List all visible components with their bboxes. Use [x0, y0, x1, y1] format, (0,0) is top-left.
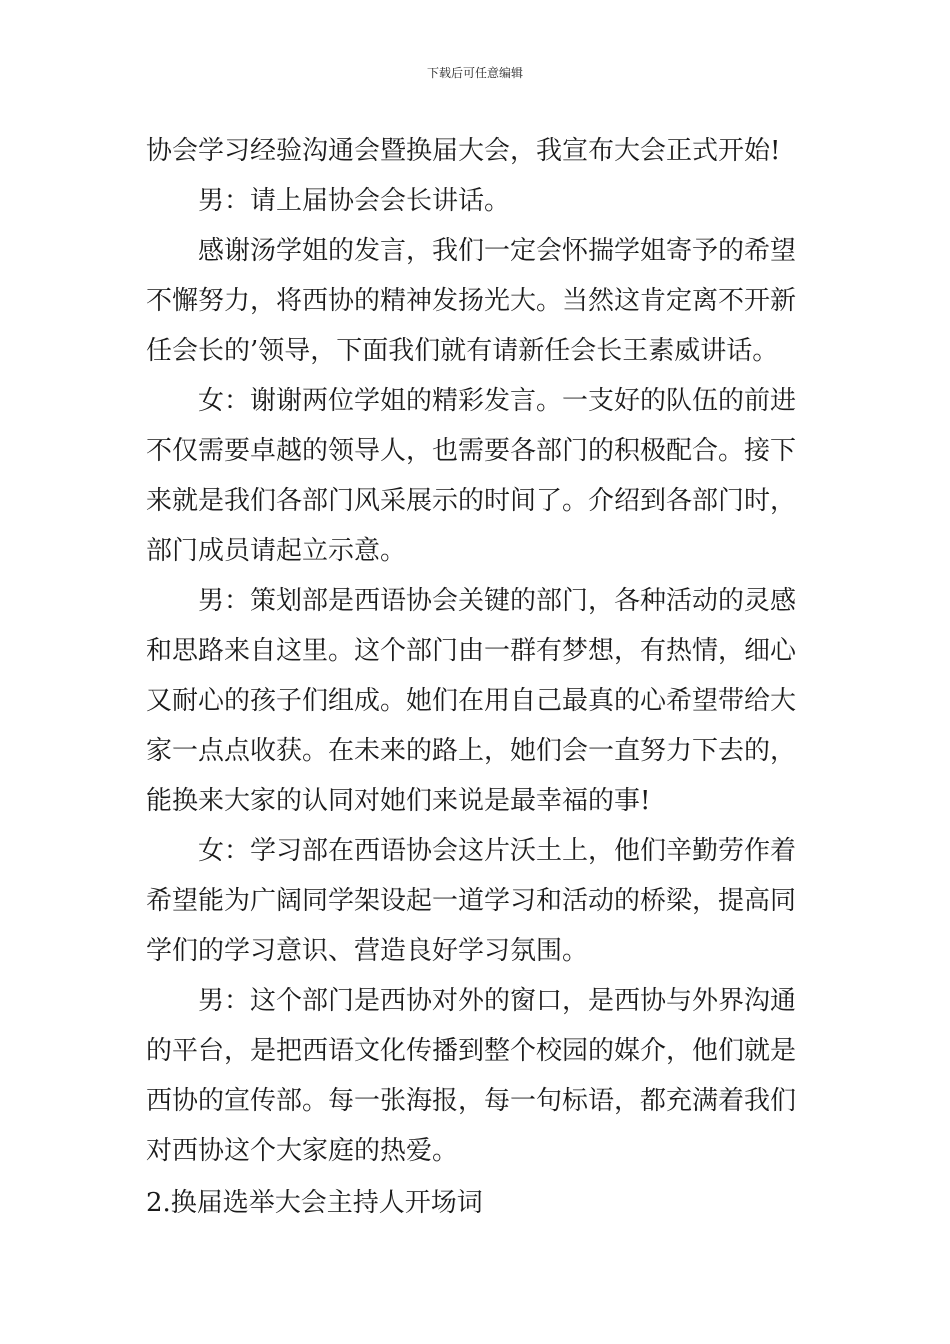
text-line: 男：策划部是西语协会关键的部门，各种活动的灵感 — [198, 586, 797, 616]
text-line: 不懈努力，将西协的精神发扬光大。当然这肯定离不开新 — [146, 286, 797, 316]
text-line: 男：请上届协会会长讲话。 — [198, 186, 511, 216]
text-line: 女：谢谢两位学姐的精彩发言。一支好的队伍的前进 — [198, 386, 797, 416]
text-line: 协会学习经验沟通会暨换届大会，我宣布大会正式开始! — [146, 136, 781, 166]
text-line: 任会长的’领导，下面我们就有请新任会长王素威讲话。 — [146, 336, 779, 366]
text-line: 女：学习部在西语协会这片沃土上，他们辛勤劳作着 — [198, 836, 797, 866]
text-line: 西协的宣传部。每一张海报，每一句标语，都充满着我们 — [146, 1086, 797, 1116]
text-line: 来就是我们各部门风采展示的时间了。介绍到各部门时， — [146, 486, 797, 516]
text-line: 希望能为广阔同学架设起一道学习和活动的桥梁，提高同 — [146, 886, 797, 916]
text-line: 能换来大家的认同对她们来说是最幸福的事! — [146, 786, 651, 816]
text-line: 又耐心的孩子们组成。她们在用自己最真的心希望带给大 — [146, 686, 797, 716]
text-line: 的平台，是把西语文化传播到整个校园的媒介，他们就是 — [146, 1036, 797, 1066]
page-header: 下载后可任意编辑 — [426, 66, 523, 80]
text-line: 家一点点收获。在未来的路上，她们会一直努力下去的， — [146, 736, 797, 766]
document-body — [146, 126, 816, 1228]
text-line: 和思路来自这里。这个部门由一群有梦想，有热情，细心 — [146, 636, 797, 666]
text-line: 对西协这个大家庭的热爱。 — [146, 1136, 459, 1166]
text-line: 部门成员请起立示意。 — [146, 536, 407, 566]
text-line: 男：这个部门是西协对外的窗口，是西协与外界沟通 — [198, 986, 797, 1016]
text-line: 学们的学习意识、营造良好学习氛围。 — [146, 936, 589, 966]
section-heading: 2.换届选举大会主持人开场词 — [146, 1188, 483, 1218]
text-line: 不仅需要卓越的领导人，也需要各部门的积极配合。接下 — [146, 436, 797, 466]
text-line: 感谢汤学姐的发言，我们一定会怀揣学姐寄予的希望 — [198, 236, 797, 266]
